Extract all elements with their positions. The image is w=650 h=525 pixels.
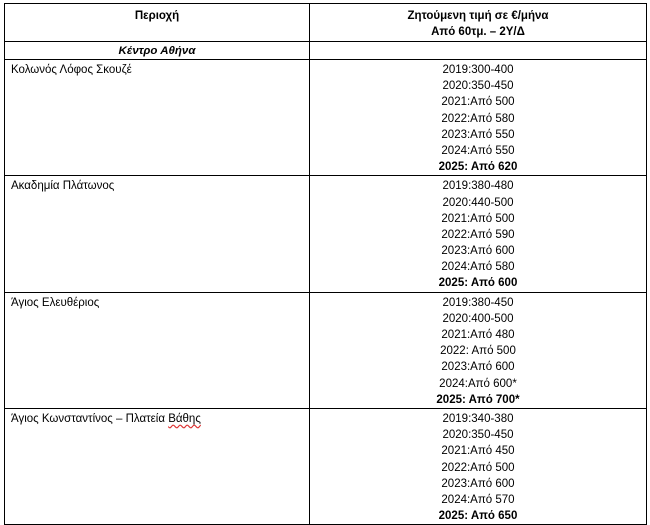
table-row	[5, 408, 647, 524]
price-entry: 2022:Από 500	[441, 461, 515, 474]
header-price	[310, 4, 647, 42]
area-name: Ακαδημία Πλάτωνος	[5, 176, 310, 292]
price-entry-current: 2025: Από 620	[438, 161, 518, 174]
price-entry-current: 2025: Από 650	[438, 510, 518, 523]
header-price-line2: Από 60τμ. – 2Υ/Δ	[431, 26, 525, 38]
price-entry-current: 2025: Από 600	[438, 277, 518, 290]
price-list	[310, 408, 647, 524]
price-entry-current: 2025: Από 700*	[436, 393, 520, 406]
price-entry: 2024:Από 580	[441, 261, 515, 274]
header-row	[5, 4, 647, 42]
table-row	[5, 176, 647, 292]
price-entry: 2023:Από 600	[441, 245, 515, 258]
area-name-spellcheck-word: Βάθης	[168, 412, 201, 425]
price-entry: 2020:400-500	[442, 312, 514, 325]
price-entry: 2024:Από 570	[441, 493, 515, 506]
price-entry: 2021:Από 500	[441, 96, 515, 109]
price-entry: 2024:Από 550	[441, 144, 515, 157]
region-empty-cell	[310, 42, 647, 60]
price-entry: 2022:Από 590	[441, 228, 515, 241]
price-entry: 2023:Από 600	[441, 361, 515, 374]
price-entry: 2021:Από 480	[441, 329, 515, 341]
price-list	[310, 60, 647, 176]
price-entry: 2021:Από 500	[441, 212, 515, 225]
price-table	[4, 3, 647, 525]
area-name: Κολωνός Λόφος Σκουζέ	[5, 60, 310, 176]
price-entry: 2021:Από 450	[441, 445, 515, 458]
region-label: Κέντρο Αθήνα	[5, 42, 310, 60]
table-row	[5, 292, 647, 408]
header-area: Περιοχή	[5, 4, 310, 42]
header-price-line1: Ζητούμενη τιμή σε €/μήνα	[407, 10, 549, 22]
price-entry: 2023:Από 600	[441, 477, 515, 490]
area-name: Άγιος Ελευθέριος	[5, 292, 310, 408]
price-entry: 2024:Από 600*	[439, 377, 517, 390]
price-entry: 2019:340-380	[442, 412, 514, 425]
price-entry: 2023:Από 550	[441, 128, 515, 141]
price-entry: 2019:380-480	[442, 180, 514, 193]
price-list	[310, 176, 647, 292]
price-entry: 2022:Από 580	[441, 112, 515, 125]
table-row	[5, 60, 647, 176]
price-entry: 2019:300-400	[442, 64, 514, 76]
price-entry: 2020:350-450	[442, 429, 514, 442]
price-entry: 2020:350-450	[442, 80, 514, 93]
price-list	[310, 292, 647, 408]
area-name-main: Άγιος Κωνσταντίνος – Πλατεία	[11, 412, 169, 425]
price-entry: 2020:440-500	[442, 196, 514, 209]
price-entry: 2022: Από 500	[440, 345, 516, 358]
area-name	[5, 408, 310, 524]
price-entry: 2019:380-450	[442, 296, 514, 309]
region-row	[5, 42, 647, 60]
